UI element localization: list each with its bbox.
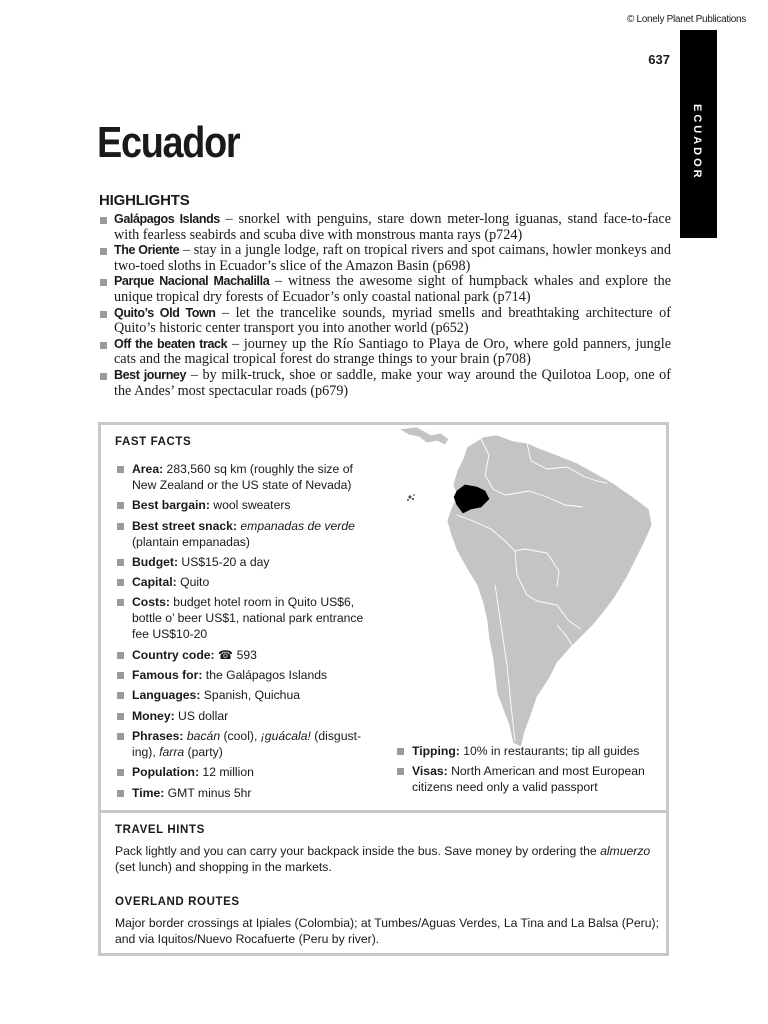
bullet-icon (100, 311, 107, 318)
highlight-text: – by milk-truck, shoe or saddle, make your way around the Quilotoa Loop, one of the Andes’ most spectacular roads (p679) (114, 366, 671, 399)
bullet-icon (117, 599, 124, 606)
fact-label: Country code: (132, 647, 215, 662)
bullet-icon (117, 733, 124, 740)
fast-facts-box (98, 422, 669, 956)
overland-routes-heading: OVERLAND ROUTES (115, 896, 240, 908)
bullet-icon (397, 748, 404, 755)
fact-label: Tipping: (412, 744, 460, 758)
bullet-icon (117, 559, 124, 566)
bullet-icon (117, 579, 124, 586)
highlight-title: The Oriente (114, 243, 180, 258)
fact-languages (117, 687, 372, 703)
fact-famous-for (117, 667, 372, 683)
fact-tipping (397, 743, 661, 759)
highlight-text: – let the trancelike sounds, myriad smells and breathtaking architecture of Quito’s historic center transport you into another world (p652) (114, 304, 671, 337)
fact-label: Capital: (132, 575, 177, 590)
section-divider (101, 810, 666, 813)
phone-icon: ☎ (218, 647, 234, 662)
fact-value-italic: ¡guácala! (260, 728, 311, 743)
bullet-icon (397, 768, 404, 775)
fact-best-bargain (117, 497, 372, 513)
highlight-title: Best journey (114, 367, 187, 382)
fact-phrases (117, 728, 372, 760)
chapter-side-tab-label: ECUADOR (691, 104, 703, 181)
bullet-icon (117, 790, 124, 797)
fact-value: (cool), (220, 728, 261, 743)
bullet-icon (117, 652, 124, 659)
highlight-text: – snorkel with penguins, stare down meter-long iguanas, stand face-to-face with fearless seabirds and scuba dive with monstrous manta rays (p724) (114, 211, 671, 243)
fact-value: US$15-20 a day (178, 554, 270, 569)
fact-value: (party) (184, 744, 223, 759)
fast-facts-list (117, 461, 372, 805)
north-america-fragment (399, 427, 449, 445)
highlight-text: – journey up the Río Santiago to Playa de Oro, where gold panners, jungle cats and the magical tropical forest do strange things to your brain (p708) (114, 335, 672, 368)
fact-label: Budget: (132, 554, 179, 569)
fact-value-italic: farra (159, 744, 185, 759)
fact-budget (117, 554, 372, 570)
south-america-continent (447, 435, 652, 747)
highlight-item (99, 274, 671, 305)
fact-label: Area: (132, 462, 164, 476)
bullet-icon (117, 466, 124, 473)
fact-area (117, 461, 372, 493)
galapagos-islands (407, 494, 415, 501)
bullet-icon (100, 373, 107, 380)
fact-value-italic: empanadas de verde (240, 518, 355, 533)
page-number: 637 (648, 52, 670, 67)
highlight-item (99, 337, 671, 368)
south-america-map (397, 425, 665, 750)
fact-value: GMT minus 5hr (164, 785, 252, 800)
fact-value: 10% in restaurants; tip all guides (459, 744, 640, 758)
travel-hints-text-end: (set lunch) and shopping in the markets. (115, 860, 332, 874)
travel-hints-italic: almuerzo (600, 844, 651, 858)
fact-capital (117, 574, 372, 590)
highlight-item (99, 243, 671, 274)
fact-value: 593 (233, 647, 257, 662)
fact-value: the Galápagos Islands (202, 668, 328, 683)
fact-label: Phrases: (132, 728, 184, 743)
fact-value-italic: bacán (186, 728, 221, 743)
bullet-icon (100, 217, 107, 224)
travel-hints-text (115, 843, 660, 875)
bullet-icon (100, 342, 107, 349)
fact-population (117, 764, 372, 780)
fact-value: Quito (176, 575, 210, 590)
highlight-text: – witness the awesome sight of humpback whales and explore the unique tropical dry forests of Ecuador’s only coastal national park (p714) (114, 273, 671, 305)
fact-value: US dollar (174, 708, 229, 723)
fact-value: North American and most European citizens need only a valid passport (412, 764, 645, 795)
fact-label: Best street snack: (132, 518, 237, 533)
copyright-notice: © Lonely Planet Publications (626, 14, 746, 25)
bullet-icon (117, 672, 124, 679)
highlight-item (99, 212, 671, 243)
highlight-title: Off the beaten track (114, 336, 228, 351)
fact-best-street-snack (117, 518, 372, 550)
highlights-list (99, 212, 671, 399)
fact-label: Population: (132, 765, 200, 780)
fact-label: Languages: (132, 688, 201, 703)
fact-money (117, 708, 372, 724)
highlight-title: Quito’s Old Town (114, 305, 216, 320)
fact-label: Visas: (412, 764, 448, 779)
fact-value: 283,560 sq km (roughly the size of New Zealand or the US state of Nevada) (132, 462, 353, 492)
fact-value: wool sweaters (209, 498, 291, 513)
bullet-icon (117, 713, 124, 720)
highlight-item (99, 368, 671, 399)
highlight-text: – stay in a jungle lodge, raft on tropical rivers and spot caimans, howler monkeys and two-toed sloths in Ecuador’s slice of the Amazon Basin (p698) (114, 242, 671, 274)
fact-label: Money: (132, 708, 175, 723)
fact-label: Best bargain: (132, 498, 210, 513)
bullet-icon (100, 248, 107, 255)
bullet-icon (117, 769, 124, 776)
travel-hints-heading: TRAVEL HINTS (115, 824, 205, 836)
chapter-side-tab (680, 30, 717, 238)
travel-hints-text-start: Pack lightly and you can carry your backpack inside the bus. Save money by ordering the (115, 844, 601, 858)
fact-country-code (117, 647, 372, 663)
fact-label: Costs: (132, 595, 170, 610)
fact-visas (397, 763, 661, 795)
highlight-item (99, 306, 671, 337)
fast-facts-list-right (397, 743, 661, 800)
highlights-heading: HIGHLIGHTS (99, 192, 190, 209)
fact-time (117, 785, 372, 801)
fact-label: Famous for: (132, 668, 203, 683)
bullet-icon (117, 692, 124, 699)
fact-value: budget hotel room in Quito US$6, bottle o’ beer US$1, national park entrance fee US$10-20 (132, 595, 364, 642)
fact-value: (disgust-ing), (132, 728, 362, 759)
fact-value: 12 million (199, 765, 254, 780)
overland-routes-text: Major border crossings at Ipiales (Colombia); at Tumbes/Aguas Verdes, La Tina and La Balsa (Peru); and via Iquitos/Nuevo Rocafuerte (Peru by river). (115, 916, 659, 946)
fact-value: Spanish, Quichua (200, 688, 301, 703)
bullet-icon (117, 502, 124, 509)
fact-costs (117, 594, 372, 642)
highlight-title: Galápagos Islands (114, 212, 220, 226)
fact-label: Time: (132, 785, 165, 800)
bullet-icon (100, 279, 107, 286)
bullet-icon (117, 523, 124, 530)
highlight-title: Parque Nacional Machalilla (114, 274, 270, 289)
fact-value: (plantain empanadas) (132, 534, 250, 549)
fast-facts-heading: FAST FACTS (115, 436, 192, 448)
page-title: Ecuador (97, 118, 240, 167)
